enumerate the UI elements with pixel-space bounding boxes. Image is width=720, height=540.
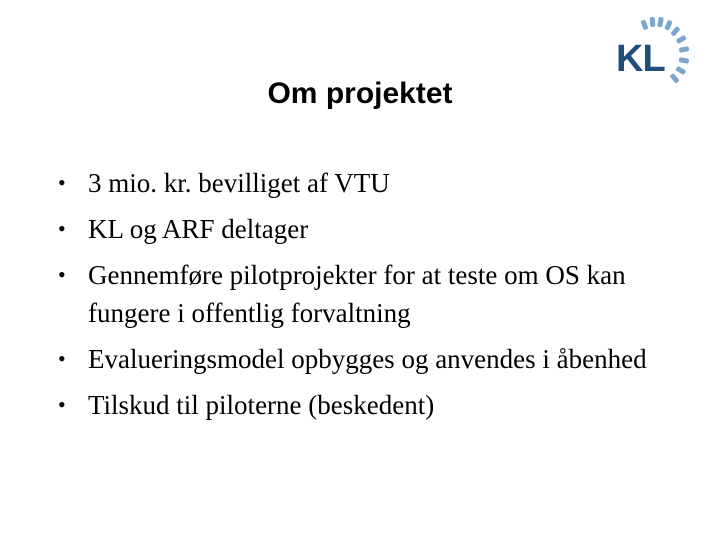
kl-logo-text: KL	[616, 38, 665, 80]
bullet-text: KL og ARF deltager	[88, 214, 309, 244]
bullet-item	[58, 256, 698, 332]
bullet-dot: •	[58, 216, 66, 241]
bullet-dot: •	[58, 346, 66, 371]
bullet-item	[58, 386, 698, 424]
bullet-dot: •	[58, 392, 66, 417]
bullet-list	[58, 164, 698, 432]
bullet-item	[58, 210, 698, 248]
bullet-text: Evalueringsmodel opbygges og anvendes i åbenhed	[88, 344, 647, 374]
bullet-item	[58, 340, 698, 378]
slide-title: Om projektet	[267, 77, 453, 110]
bullet-text: 3 mio. kr. bevilliget af VTU	[88, 168, 390, 198]
bullet-text: Gennemføre pilotprojekter for at teste om OS kan fungere i offentlig forvaltning	[88, 260, 626, 328]
bullet-item	[58, 164, 698, 202]
bullet-dot: •	[58, 170, 66, 195]
bullet-dot: •	[58, 262, 66, 287]
bullet-text: Tilskud til piloterne (beskedent)	[88, 390, 435, 420]
